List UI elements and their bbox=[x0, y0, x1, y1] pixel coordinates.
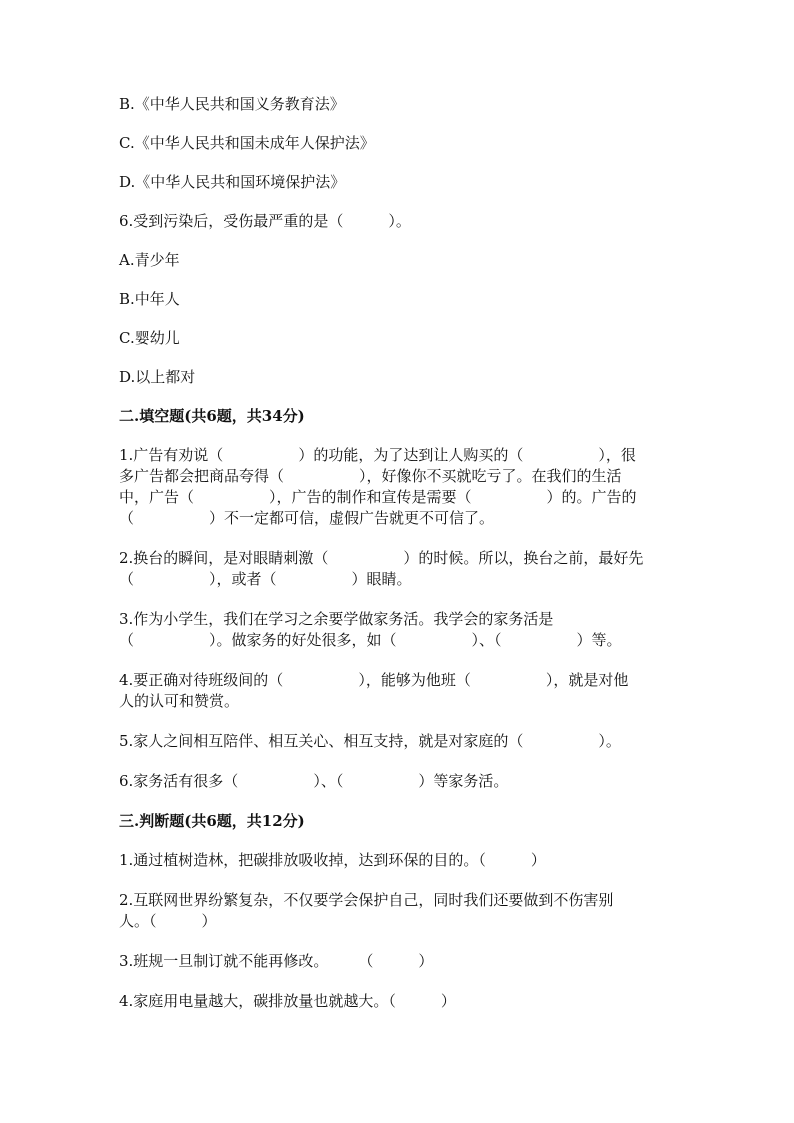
judge-question-2 bbox=[119, 890, 679, 932]
q5-option-d: D.《中华人民共和国环境保护法》 bbox=[119, 173, 346, 191]
q5-option-c: C.《中华人民共和国未成年人保护法》 bbox=[119, 134, 375, 152]
q6-option-b: B.中年人 bbox=[119, 290, 180, 308]
section-heading-true-false: 三.判断题(共6题，共12分) bbox=[119, 812, 305, 830]
q6-stem: 6.受到污染后，受伤最严重的是（ ）。 bbox=[119, 212, 411, 230]
fill-q1-line: 中，广告（ ），广告的制作和宣传是需要（ ）的。广告的 bbox=[119, 488, 637, 506]
q5-option-b: B.《中华人民共和国义务教育法》 bbox=[119, 95, 345, 113]
judge-q2-line: 2.互联网世界纷繁复杂，不仅要学会保护自己，同时我们还要做到不伤害别 bbox=[119, 891, 614, 909]
q6-option-d: D.以上都对 bbox=[119, 368, 196, 386]
judge-q1-line: 1.通过植树造林，把碳排放吸收掉，达到环保的目的。（ ） bbox=[119, 851, 546, 869]
fill-question-2 bbox=[119, 548, 679, 590]
fill-q1-line: 1.广告有劝说（ ）的功能，为了达到让人购买的（ ），很 bbox=[119, 446, 636, 464]
exam-page bbox=[119, 94, 679, 1031]
fill-q4-line: 4.要正确对待班级间的（ ），能够为他班（ ），就是对他 bbox=[119, 671, 629, 689]
fill-q6-line: 6.家务活有很多（ ）、（ ）等家务活。 bbox=[119, 772, 509, 790]
fill-q3-line: （ ）。做家务的好处很多，如（ ）、（ ）等。 bbox=[119, 631, 622, 649]
judge-question-1 bbox=[119, 850, 679, 871]
judge-q3-line: 3.班规一旦制订就不能再修改。 （ ） bbox=[119, 952, 434, 970]
q6-option-a: A.青少年 bbox=[119, 251, 180, 269]
judge-q2-line: 人。（ ） bbox=[119, 912, 217, 930]
fill-q4-line: 人的认可和赞赏。 bbox=[119, 692, 240, 710]
section-heading-fill-in: 二.填空题(共6题，共34分) bbox=[119, 407, 305, 425]
fill-q5-line: 5.家人之间相互陪伴、相互关心、相互支持，就是对家庭的（ ）。 bbox=[119, 732, 621, 750]
judge-q4-line: 4.家庭用电量越大，碳排放量也就越大。（ ） bbox=[119, 992, 456, 1010]
fill-question-1 bbox=[119, 445, 679, 529]
fill-q1-line: 多广告都会把商品夸得（ ），好像你不买就吃亏了。在我们的生活 bbox=[119, 467, 622, 485]
fill-question-6 bbox=[119, 771, 679, 792]
fill-q2-line: （ ），或者（ ）眼睛。 bbox=[119, 570, 412, 588]
fill-question-4 bbox=[119, 670, 679, 712]
fill-q1-line: （ ）不一定都可信，虚假广告就更不可信了。 bbox=[119, 509, 495, 527]
q6-option-c: C.婴幼儿 bbox=[119, 329, 180, 347]
judge-question-3 bbox=[119, 951, 679, 972]
judge-question-4 bbox=[119, 991, 679, 1012]
fill-q2-line: 2.换台的瞬间，是对眼睛刺激（ ）的时候。所以，换台之前，最好先 bbox=[119, 549, 644, 567]
fill-question-3 bbox=[119, 609, 679, 651]
fill-q3-line: 3.作为小学生，我们在学习之余要学做家务活。我学会的家务活是 bbox=[119, 610, 554, 628]
fill-question-5 bbox=[119, 731, 679, 752]
